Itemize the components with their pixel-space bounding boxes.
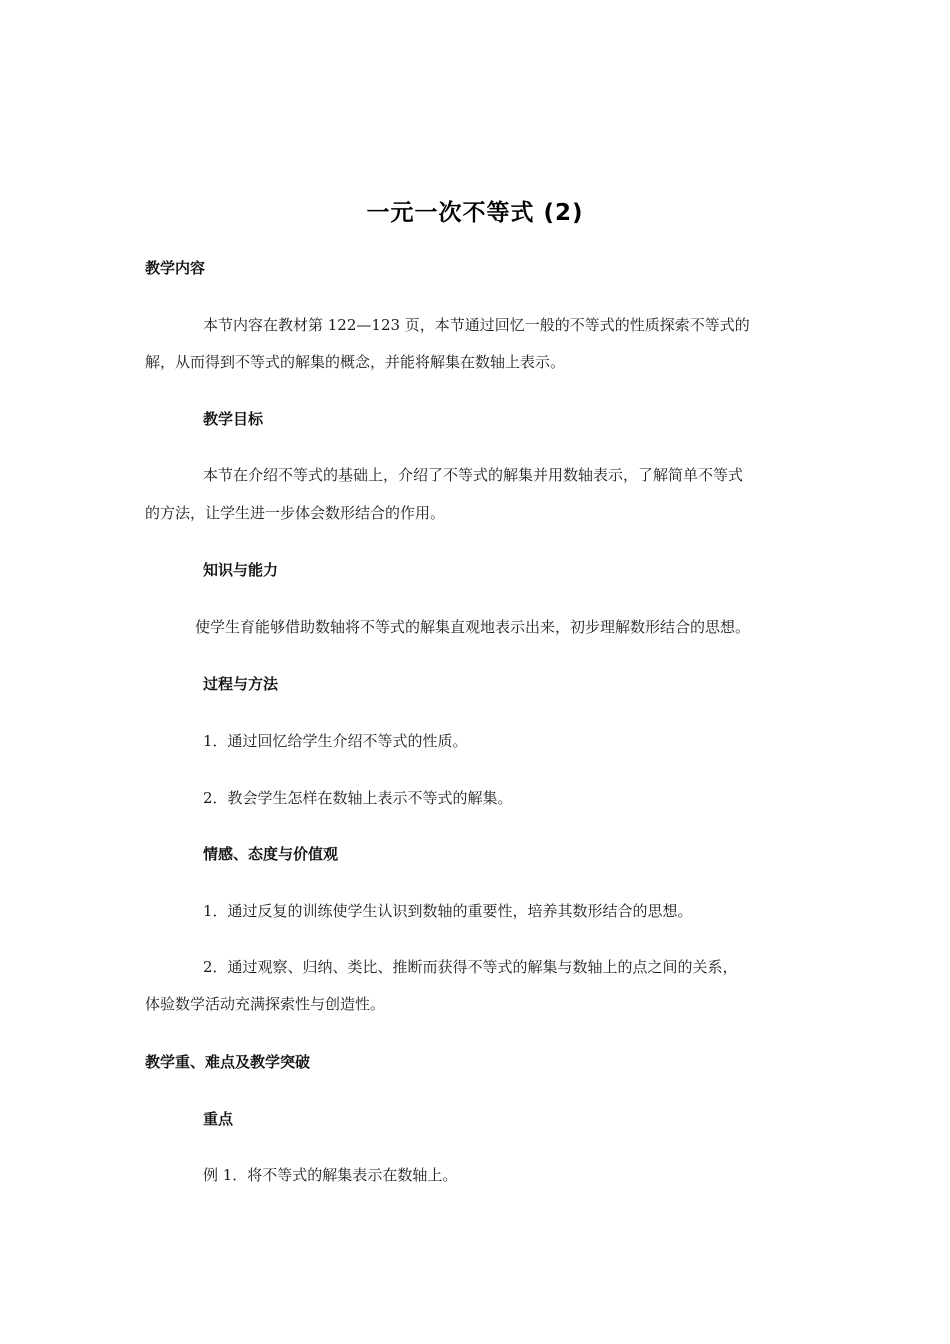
paragraph-line: 本节内容在教材第 122—123 页，本节通过回忆一般的不等式的性质探索不等式的 [203, 316, 750, 334]
paragraph-line: 的方法，让学生进一步体会数形结合的作用。 [145, 504, 446, 522]
section-heading-goals: 教学目标 [203, 410, 264, 428]
list-item: 1．通过反复的训练使学生认识到数轴的重要性，培养其数形结合的思想。 [203, 902, 693, 920]
paragraph-line: 使学生育能够借助数轴将不等式的解集直观地表示出来，初步理解数形结合的思想。 [195, 618, 751, 636]
list-item: 1．通过回忆给学生介绍不等式的性质。 [203, 732, 468, 750]
paragraph-line: 解，从而得到不等式的解集的概念，并能将解集在数轴上表示。 [145, 353, 566, 371]
example-line: 例 1．将不等式的解集表示在数轴上。 [203, 1166, 458, 1184]
section-heading-process: 过程与方法 [203, 675, 279, 693]
section-heading-content: 教学内容 [145, 259, 206, 277]
section-heading-keypoints: 教学重、难点及教学突破 [145, 1053, 311, 1071]
document-title: 一元一次不等式 (2) [366, 200, 584, 226]
section-heading-focus: 重点 [203, 1110, 234, 1128]
list-item: 2．通过观察、归纳、类比、推断而获得不等式的解集与数轴上的点之间的关系， [203, 958, 738, 976]
list-item: 2．教会学生怎样在数轴上表示不等式的解集。 [203, 789, 513, 807]
paragraph-line: 体验数学活动充满探索性与创造性。 [145, 995, 386, 1013]
section-heading-emotion: 情感、态度与价值观 [203, 845, 339, 863]
section-heading-knowledge: 知识与能力 [203, 561, 279, 579]
paragraph-line: 本节在介绍不等式的基础上，介绍了不等式的解集并用数轴表示，了解简单不等式 [203, 466, 744, 484]
